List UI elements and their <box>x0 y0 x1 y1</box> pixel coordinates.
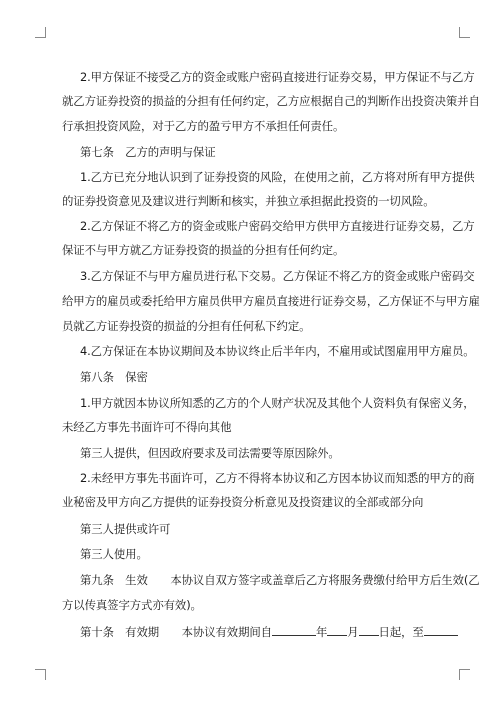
paragraph-line: 给甲方的雇员或委托给甲方雇员供甲方雇员直接进行证券交易，乙方保证不与甲方雇 <box>62 294 480 308</box>
article-heading: 第九条 生效 本协议自双方签字或盖章后乙方将服务费缴付给甲方后生效(乙 <box>80 573 480 587</box>
month-label: 月 <box>347 625 359 639</box>
paragraph-line: 3.乙方保证不与甲方雇员进行私下交易。乙方保证不将乙方的资金或账户密码交 <box>80 269 475 283</box>
paragraph-line: 2.甲方保证不接受乙方的资金或账户密码直接进行证券交易，甲方保证不与乙方 <box>80 70 475 84</box>
paragraph-line: 方以传真签字方式亦有效)。 <box>62 598 202 612</box>
day-label: 日起，至 <box>378 625 424 639</box>
year-blank <box>272 624 316 636</box>
article-heading: 第八条 保密 <box>80 370 148 384</box>
crop-mark-top-right <box>459 27 470 38</box>
paragraph-line: 第三人使用。 <box>80 547 148 561</box>
paragraph-line: 1.乙方已充分地认识到了证券投资的风险，在使用之前，乙方将对所有甲方提供 <box>80 170 475 184</box>
crop-mark-bottom-left <box>35 669 46 680</box>
paragraph-line: 第三人提供或许可 <box>80 522 171 536</box>
paragraph-line: 保证不与甲方就乙方证券投资的损益的分担有任何约定。 <box>62 243 345 257</box>
paragraph-line: 2.未经甲方事先书面许可，乙方不得将本协议和乙方因本协议而知悉的甲方的商 <box>80 471 475 485</box>
article-heading <box>80 624 442 639</box>
paragraph-line: 4.乙方保证在本协议期间及本协议终止后半年内，不雇用或试图雇用甲方雇员。 <box>80 344 475 358</box>
paragraph-line: 未经乙方事先书面许可不得向其他 <box>62 420 232 434</box>
year-label: 年 <box>315 625 328 639</box>
paragraph-line: 2.乙方保证不将乙方的资金或账户密码交给甲方供甲方直接进行证券交易，乙方 <box>80 219 475 233</box>
paragraph-line: 行承担投资风险，对于乙方的盈亏甲方不承担任何责任。 <box>62 119 345 133</box>
paragraph-line: 就乙方证券投资的损益的分担有任何约定，乙方应根据自己的判断作出投资决策并自 <box>62 94 480 108</box>
paragraph-line: 员就乙方证券投资的损益的分担有任何私下约定。 <box>62 319 311 333</box>
paragraph-line: 第三人提供，但因政府要求及司法需要等原因除外。 <box>80 446 340 460</box>
effective-period-text: 第十条 有效期 本协议有效期间自 <box>80 625 272 639</box>
paragraph-line: 业秘密及甲方向乙方提供的证券投资分析意见及投资建议的全部或部分向 <box>62 495 424 509</box>
paragraph-line: 的证券投资意见及建议进行判断和核实，并独立承担据此投资的一切风险。 <box>62 194 435 208</box>
article-heading: 第七条 乙方的声明与保证 <box>80 145 216 159</box>
crop-mark-bottom-right <box>459 669 470 680</box>
crop-mark-top-left <box>35 27 46 38</box>
paragraph-line: 1.甲方就因本协议所知悉的乙方的个人财产状况及其他个人资料负有保密义务， <box>80 396 475 410</box>
day-blank <box>359 624 379 636</box>
month-blank <box>327 624 347 636</box>
end-date-blank <box>424 624 458 636</box>
